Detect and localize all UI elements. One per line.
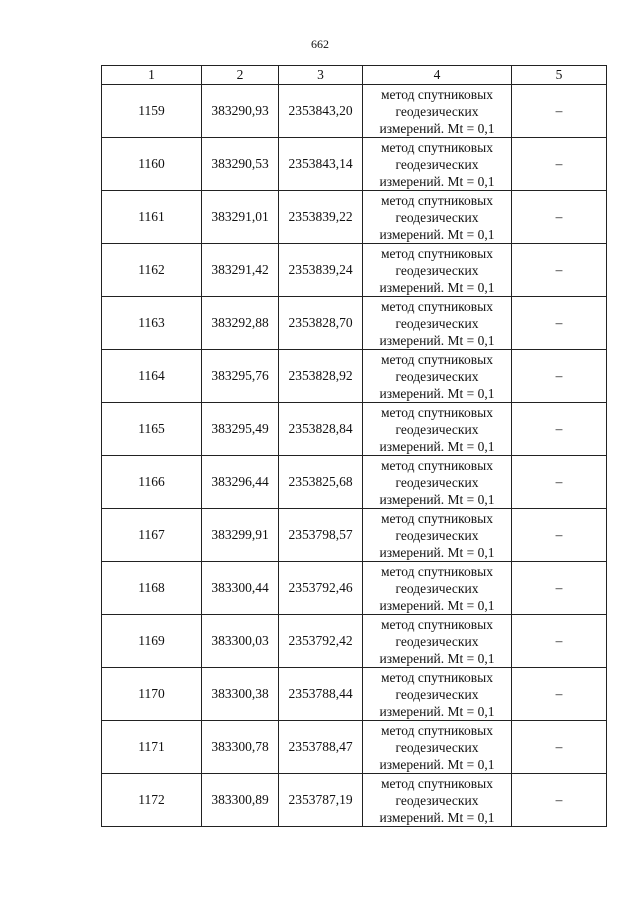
y-coordinate-cell: 2353828,70 [279,297,363,350]
method-cell [363,297,512,350]
x-coordinate-cell: 383300,38 [202,668,279,721]
x-coordinate-cell: 383295,76 [202,350,279,403]
x-coordinate-cell: 383290,53 [202,138,279,191]
y-coordinate-cell: 2353839,22 [279,191,363,244]
x-coordinate-cell: 383291,42 [202,244,279,297]
table-row [102,615,607,668]
y-coordinate-cell: 2353788,44 [279,668,363,721]
x-coordinate-cell: 383300,78 [202,721,279,774]
method-cell [363,456,512,509]
note-cell: – [512,297,607,350]
point-number-cell: 1162 [102,244,202,297]
point-number-cell: 1172 [102,774,202,827]
table-row [102,350,607,403]
coordinates-table [101,65,607,827]
method-line: геодезических [395,792,479,808]
point-number-cell: 1167 [102,509,202,562]
x-coordinate-cell: 383299,91 [202,509,279,562]
point-number-cell: 1164 [102,350,202,403]
point-number-cell: 1159 [102,85,202,138]
table-row [102,191,607,244]
method-line: измерений. Mt = 0,1 [379,120,495,136]
method-line: измерений. Mt = 0,1 [379,703,495,719]
method-line: метод спутниковых [381,86,493,102]
table-row [102,721,607,774]
point-number-cell: 1171 [102,721,202,774]
x-coordinate-cell: 383300,44 [202,562,279,615]
method-line: геодезических [395,421,479,437]
y-coordinate-cell: 2353843,20 [279,85,363,138]
y-coordinate-cell: 2353788,47 [279,721,363,774]
y-coordinate-cell: 2353798,57 [279,509,363,562]
method-cell [363,138,512,191]
method-line: геодезических [395,156,479,172]
method-line: геодезических [395,686,479,702]
method-line: измерений. Mt = 0,1 [379,756,495,772]
method-line: метод спутниковых [381,139,493,155]
note-cell: – [512,562,607,615]
note-cell: – [512,403,607,456]
note-cell: – [512,615,607,668]
point-number-cell: 1160 [102,138,202,191]
method-line: измерений. Mt = 0,1 [379,438,495,454]
table-row [102,244,607,297]
y-coordinate-cell: 2353828,84 [279,403,363,456]
table-header-row [102,66,607,85]
table-body [102,85,607,827]
page-number: 662 [311,37,329,51]
method-line: метод спутниковых [381,457,493,473]
note-cell: – [512,85,607,138]
note-cell: – [512,138,607,191]
method-cell [363,509,512,562]
point-number-cell: 1168 [102,562,202,615]
note-cell: – [512,774,607,827]
method-line: геодезических [395,103,479,119]
note-cell: – [512,350,607,403]
method-cell [363,85,512,138]
table-row [102,85,607,138]
x-coordinate-cell: 383290,93 [202,85,279,138]
y-coordinate-cell: 2353792,42 [279,615,363,668]
table-row [102,774,607,827]
point-number-cell: 1165 [102,403,202,456]
method-cell [363,562,512,615]
method-line: геодезических [395,262,479,278]
method-line: измерений. Mt = 0,1 [379,173,495,189]
method-line: измерений. Mt = 0,1 [379,650,495,666]
table-row [102,297,607,350]
method-cell [363,668,512,721]
table-row [102,403,607,456]
method-line: метод спутниковых [381,298,493,314]
column-header-2: 2 [202,66,279,85]
method-line: метод спутниковых [381,669,493,685]
method-cell [363,244,512,297]
method-cell [363,191,512,244]
method-line: метод спутниковых [381,245,493,261]
table-row [102,562,607,615]
x-coordinate-cell: 383292,88 [202,297,279,350]
method-line: измерений. Mt = 0,1 [379,385,495,401]
y-coordinate-cell: 2353843,14 [279,138,363,191]
table-row [102,509,607,562]
method-cell [363,615,512,668]
method-line: геодезических [395,209,479,225]
x-coordinate-cell: 383300,03 [202,615,279,668]
point-number-cell: 1170 [102,668,202,721]
method-line: геодезических [395,527,479,543]
column-header-4: 4 [363,66,512,85]
method-line: измерений. Mt = 0,1 [379,544,495,560]
table-row [102,668,607,721]
column-header-3: 3 [279,66,363,85]
method-line: геодезических [395,368,479,384]
method-line: метод спутниковых [381,510,493,526]
method-line: метод спутниковых [381,192,493,208]
note-cell: – [512,191,607,244]
y-coordinate-cell: 2353825,68 [279,456,363,509]
y-coordinate-cell: 2353792,46 [279,562,363,615]
point-number-cell: 1166 [102,456,202,509]
column-header-1: 1 [102,66,202,85]
method-line: измерений. Mt = 0,1 [379,809,495,825]
y-coordinate-cell: 2353828,92 [279,350,363,403]
table-row [102,138,607,191]
method-line: измерений. Mt = 0,1 [379,226,495,242]
note-cell: – [512,668,607,721]
method-line: метод спутниковых [381,616,493,632]
note-cell: – [512,509,607,562]
point-number-cell: 1161 [102,191,202,244]
method-line: метод спутниковых [381,563,493,579]
method-line: измерений. Mt = 0,1 [379,332,495,348]
x-coordinate-cell: 383291,01 [202,191,279,244]
method-line: метод спутниковых [381,775,493,791]
method-line: измерений. Mt = 0,1 [379,597,495,613]
method-line: измерений. Mt = 0,1 [379,279,495,295]
x-coordinate-cell: 383295,49 [202,403,279,456]
point-number-cell: 1163 [102,297,202,350]
method-cell [363,774,512,827]
x-coordinate-cell: 383296,44 [202,456,279,509]
column-header-5: 5 [512,66,607,85]
method-line: измерений. Mt = 0,1 [379,491,495,507]
note-cell: – [512,456,607,509]
point-number-cell: 1169 [102,615,202,668]
method-line: геодезических [395,474,479,490]
method-line: метод спутниковых [381,722,493,738]
method-line: геодезических [395,739,479,755]
method-line: метод спутниковых [381,404,493,420]
note-cell: – [512,721,607,774]
y-coordinate-cell: 2353787,19 [279,774,363,827]
table-row [102,456,607,509]
method-line: геодезических [395,580,479,596]
method-line: геодезических [395,315,479,331]
method-cell [363,350,512,403]
y-coordinate-cell: 2353839,24 [279,244,363,297]
method-line: геодезических [395,633,479,649]
method-cell [363,403,512,456]
note-cell: – [512,244,607,297]
method-line: метод спутниковых [381,351,493,367]
x-coordinate-cell: 383300,89 [202,774,279,827]
method-cell [363,721,512,774]
